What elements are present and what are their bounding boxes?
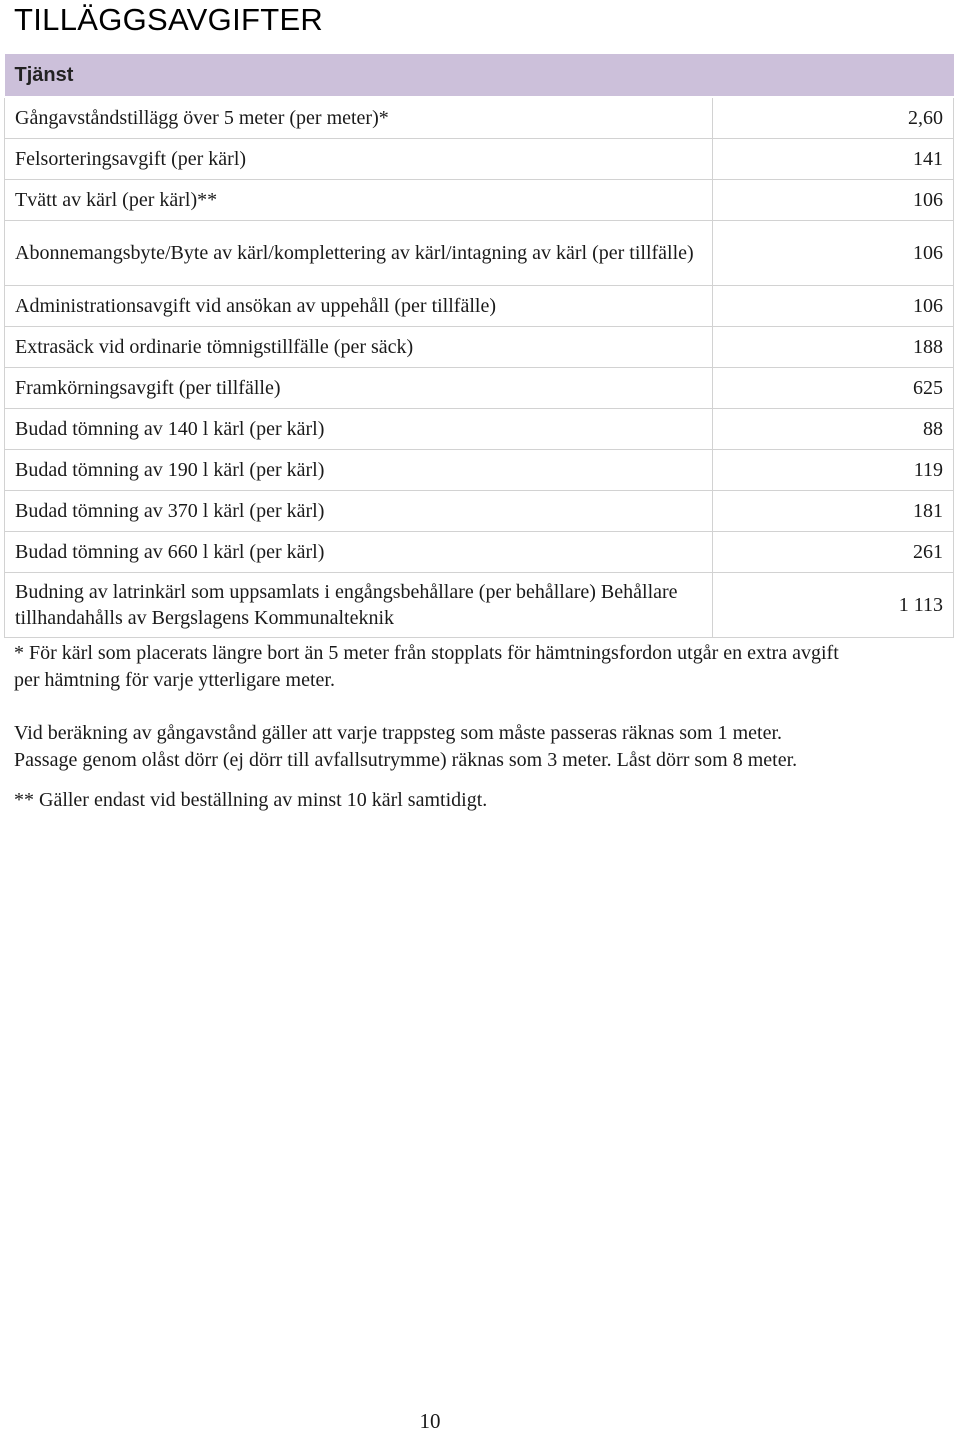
service-name: Budad tömning av 140 l kärl (per kärl) xyxy=(5,409,713,450)
service-price: 106 xyxy=(713,180,954,221)
service-name: Extrasäck vid ordinarie tömnigstillfälle (per säck) xyxy=(5,327,713,368)
page-title: TILLÄGGSAVGIFTER xyxy=(14,2,324,37)
footnote-distance-calculation: Vid beräkning av gångavstånd gäller att varje trappsteg som måste passeras räknas som 1 meter. Passage genom olåst dörr (ej dörr till avfallsutrymme) räknas som 3 meter. Låst dörr som 8 meter. xyxy=(14,722,798,771)
footnotes xyxy=(14,640,844,814)
table-row xyxy=(5,180,954,221)
table-row xyxy=(5,327,954,368)
service-name: Felsorteringsavgift (per kärl) xyxy=(5,139,713,180)
service-price: 106 xyxy=(713,221,954,286)
table-header-row xyxy=(5,55,954,98)
table-row xyxy=(5,450,954,491)
fees-table xyxy=(4,54,954,638)
service-name: Budad tömning av 660 l kärl (per kärl) xyxy=(5,532,713,573)
footnote-washing: ** Gäller endast vid beställning av minst 10 kärl samtidigt. xyxy=(14,789,488,811)
service-price: 261 xyxy=(713,532,954,573)
service-price: 88 xyxy=(713,409,954,450)
service-name: Abonnemangsbyte/Byte av kärl/komplettering av kärl/intagning av kärl (per tillfälle) xyxy=(5,221,713,286)
service-name: Framkörningsavgift (per tillfälle) xyxy=(5,368,713,409)
table-row xyxy=(5,368,954,409)
table-row xyxy=(5,286,954,327)
table-row xyxy=(5,573,954,638)
service-name: Budad tömning av 190 l kärl (per kärl) xyxy=(5,450,713,491)
service-price: 181 xyxy=(713,491,954,532)
footnote-distance-surcharge: * För kärl som placerats längre bort än 5 meter från stopplats för hämtningsfordon utgår en extra avgift per hämtning för varje ytterligare meter. xyxy=(14,642,839,691)
table-row xyxy=(5,139,954,180)
table-row xyxy=(5,409,954,450)
table-row xyxy=(5,491,954,532)
service-price: 2,60 xyxy=(713,97,954,139)
page-number: 10 xyxy=(419,1409,441,1433)
service-name: Administrationsavgift vid ansökan av uppehåll (per tillfälle) xyxy=(5,286,713,327)
service-price: 188 xyxy=(713,327,954,368)
table-row xyxy=(5,532,954,573)
service-name: Gångavståndstillägg över 5 meter (per meter)* xyxy=(5,97,713,139)
service-name: Budning av latrinkärl som uppsamlats i engångsbehållare (per behållare) Behållare tillhandahålls av Bergslagens Kommunalteknik xyxy=(5,573,713,638)
table-row xyxy=(5,221,954,286)
service-price: 625 xyxy=(713,368,954,409)
service-price: 119 xyxy=(713,450,954,491)
column-header-service: Tjänst xyxy=(5,55,954,98)
service-price: 141 xyxy=(713,139,954,180)
table-row xyxy=(5,97,954,139)
service-price: 1 113 xyxy=(713,573,954,638)
service-name: Tvätt av kärl (per kärl)** xyxy=(5,180,713,221)
service-name: Budad tömning av 370 l kärl (per kärl) xyxy=(5,491,713,532)
service-price: 106 xyxy=(713,286,954,327)
